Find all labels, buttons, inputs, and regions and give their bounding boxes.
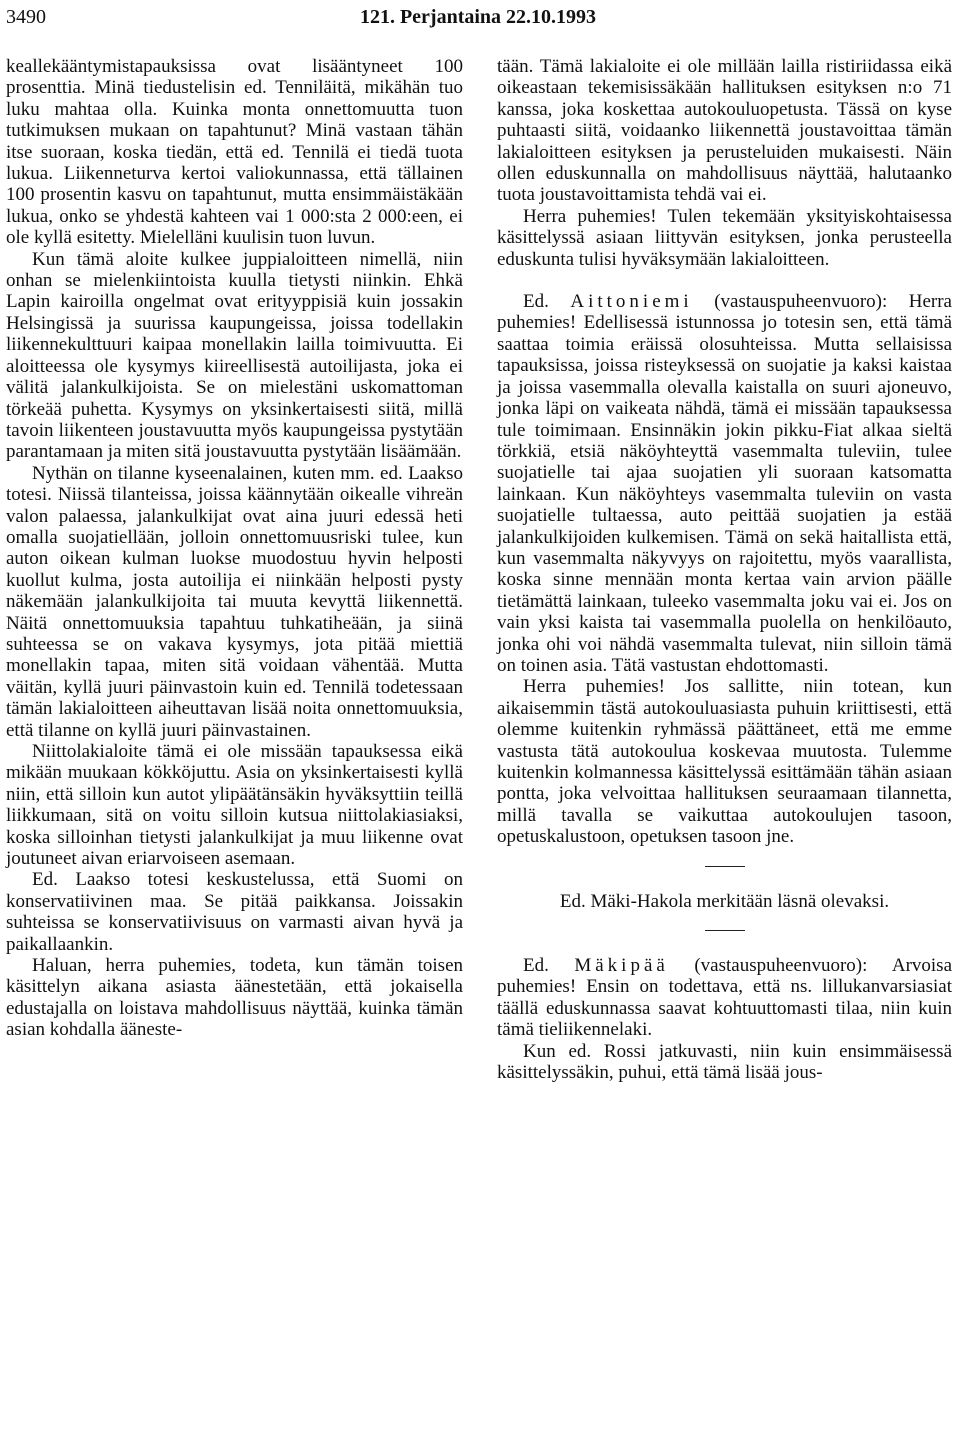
left-column bbox=[6, 56, 463, 1041]
speech-text: (vastauspuheenvuoro): Arvoisa puhemies! Ensin on todettava, että ns. lillukanvarsiasiat täällä eduskunnassa saavat kohtuuttomasti tilaa, niin kuin tämä tieliikennelaki. bbox=[497, 955, 953, 1041]
paragraph: Ed. Laakso totesi keskustelussa, että Suomi on konservatiivinen maa. Se pitää paikkansa. Joissakin suhteissa se konservatiivisuus on varmasti aivan hyvä ja paikallaankin. bbox=[6, 869, 463, 955]
paragraph: Kun tämä aloite kulkee juppialoitteen nimellä, niin onhan se mielenkiintoista kuulla tietysti niinkin. Ehkä Lapin kairoilla ongelmat ovat erityyppisiä kuin jossakin Helsingissä ja suurissa kaupungeissa, joissa todellakin liikennekulttuuri kaipaa monellakin lailla toimivuutta. Ei aloitteessa ole kysymys kiireellisestä autoilijasta, joka ei välitä jalankulkijoista. Se on mielestäni uskomattoman törkeää puhetta. Kysymys on yksinkertaisesti siitä, millä tavoin liikenteen joustavuutta myös kaupungeissa pystytään parantamaan ja miten sitä joustavuutta pystytään lisäämään. bbox=[6, 248, 463, 463]
paragraph: Haluan, herra puhemies, todeta, kun tämän toisen käsittelyn aikana asiasta äänestetään, että jokaisella edustajalla on loistava mahdollisuus näyttää, kuinka tämän asian kohdalla ääneste- bbox=[6, 955, 463, 1041]
section-divider bbox=[705, 930, 745, 931]
speaker-name: Aittoniemi bbox=[570, 291, 693, 313]
page-number: 3490 bbox=[6, 6, 46, 28]
paragraph: tään. Tämä lakialoite ei ole millään lailla ristiriidassa eikä oikeastaan tekemisissäkään hallituksen esityksen n:o 71 kanssa, joka koskettaa autokouluopetusta. Tässä on kyse puhtaasti siitä, voidaanko liikennettä joustavoittaa tämän lakialoitteen esityksen ja perusteluiden mukaisesti. Näin ollen eduskunnalla on mahdollisuus näyttää, halutaanko tuota joustavoittamista tehdä vai ei. bbox=[497, 56, 952, 206]
paragraph: Herra puhemies! Jos sallitte, niin totean, kun aikaisemmin tästä autokouluasiasta puhuin kriittisesti, että olemme kuitenkin ryhmässä päättäneet, että me emme vastusta tätä autokoulua koskevaa muutosta. Tulemme kuitenkin kolmannessa käsittelyssä esittämään tähän asiaan pontta, joka velvoittaa hallituksen seuraamaan tilannetta, millä tavalla se vaikuttaa autokoulujen tasoon, opetuskalustoon, opetuksen tasoon jne. bbox=[497, 676, 952, 848]
speech-aittoniemi bbox=[497, 291, 952, 676]
paragraph: Herra puhemies! Tulen tekemään yksityiskohtaisessa käsittelyssä asiaan liittyvän esityksen, jonka perusteella eduskunta tulisi hyväksymään lakialoitteen. bbox=[497, 205, 952, 270]
speech-text: (vastauspuheenvuoro): Herra puhemies! Edellisessä istunnossa jo totesin sen, että tämä saattaa toimia eräissä olosuhteissa. Mutta sellaisissa tapauksissa, joissa risteyksessä on suojatie ja kaksi kaistaa ja joissa vasemmalla olevalla kaistalla on suuri ajoneuvo, jonka läpi on vaikeata nähdä, tämä ei missään tapauksessa tule toimimaan. Ensinnäkin jokin pikku-Fiat alkaa sieltä törkkiä, etsiä näköyhteyttä vasemmalta tuleviin, tulee suojatielle tai ajaa suojatien yli suoraan katsomatta lainkaan. Kun näköyhteys vasemmalta tuleviin on vasta suojatielle tultaessa, auto peittää suojatien ja estää jalankulkijoiden kulkemisen. Tämä on sekä haitallista että, kun vasemmalta näkyvyys on rajoitettu, myös vaarallista, koska sinne mennään monta kertaa vain arvion päälle tietämättä lainkaan, tuleeko vasemmalta joku vai ei. Jos on vain yksi kaista tai vasemmalla puolella on henkilöauto, jonka ohi voi nähdä vasemmalta tulevat, niin silloin tämä on toinen asia. Tätä vastustan ehdottomasti. bbox=[497, 291, 952, 676]
speech-makipaa bbox=[497, 955, 952, 1041]
spacer bbox=[497, 270, 952, 291]
paragraph: keallekääntymistapauksissa ovat lisääntyneet 100 prosenttia. Minä tiedustelisin ed. Tenniläitä, mikähän tuo luku mahtaa olla. Kuinka monta onnettomuutta tuon tutkimuksen mukaan on tapahtunut? Minä vastaan tähän itse suoraan, koska tiedän, että ed. Tennilä ei tiedä tuota lukua. Liikenneturva kertoi valiokunnassa, että tällainen 100 prosentin kasvu on tapahtunut, mutta ensimmäistäkään lukua, onko se yhdestä kahteen vai 1 000:sta 2 000:een, ei ole kyllä esitetty. Mielelläni kuulisin tuon luvun. bbox=[6, 56, 463, 249]
paragraph: Niittolakialoite tämä ei ole missään tapauksessa eikä mikään muukaan kökköjuttu. Asia on yksinkertaisesti kyllä niin, että silloin kun autot ylipäätänsäkin hyväksyttiin teillä liikkumaan, sitä on voitu silloin kutsua niittolakiasiaksi, koska silloinhan tietysti jalankulkijat ja muu liikenne ovat joutuneet aivan eriarvoiseen asemaan. bbox=[6, 741, 463, 870]
speaker-name: Mäkipää bbox=[574, 955, 669, 977]
right-column bbox=[497, 56, 952, 1083]
paragraph: Kun ed. Rossi jatkuvasti, niin kuin ensimmäisessä käsittelyssäkin, puhui, että tämä lisää jous- bbox=[497, 1040, 952, 1084]
section-divider bbox=[705, 866, 745, 867]
speaker-prefix: Ed. bbox=[523, 955, 549, 977]
presence-notice: Ed. Mäki-Hakola merkitään läsnä olevaksi. bbox=[559, 890, 890, 912]
speaker-prefix: Ed. bbox=[523, 291, 549, 313]
session-title: 121. Perjantaina 22.10.1993 bbox=[359, 6, 597, 28]
page-header bbox=[6, 2, 950, 32]
paragraph: Nythän on tilanne kyseenalainen, kuten mm. ed. Laakso totesi. Niissä tilanteissa, joissa käännytään oikealle vihreän valon palaessa, jalankulkijat ovat aina juuri edessä heti omalla suojatiellään, jolloin onnettomuusriski tulee, kun auton oikean kulman luokse muodostuu hyvin helposti kuollut kulma, josta autoilija ei niinkään helposti pysty näkemään jalankulkijoita tai muuta kevyttä liikennettä. Näitä onnettomuuksia tapahtuu tuhkatiheään, ja siinä suhteessa se on vakava kysymys, jota pitää miettiä monellakin tapaa, miten sitä voidaan vähentää. Mutta väitän, kyllä juuri päinvastoin kuin ed. Tennilä todetessaan tämän lakialoitteen aiheuttavan lisää noita onnettomuuksia, että tilanne on kyllä juuri päinvastainen. bbox=[6, 462, 463, 741]
